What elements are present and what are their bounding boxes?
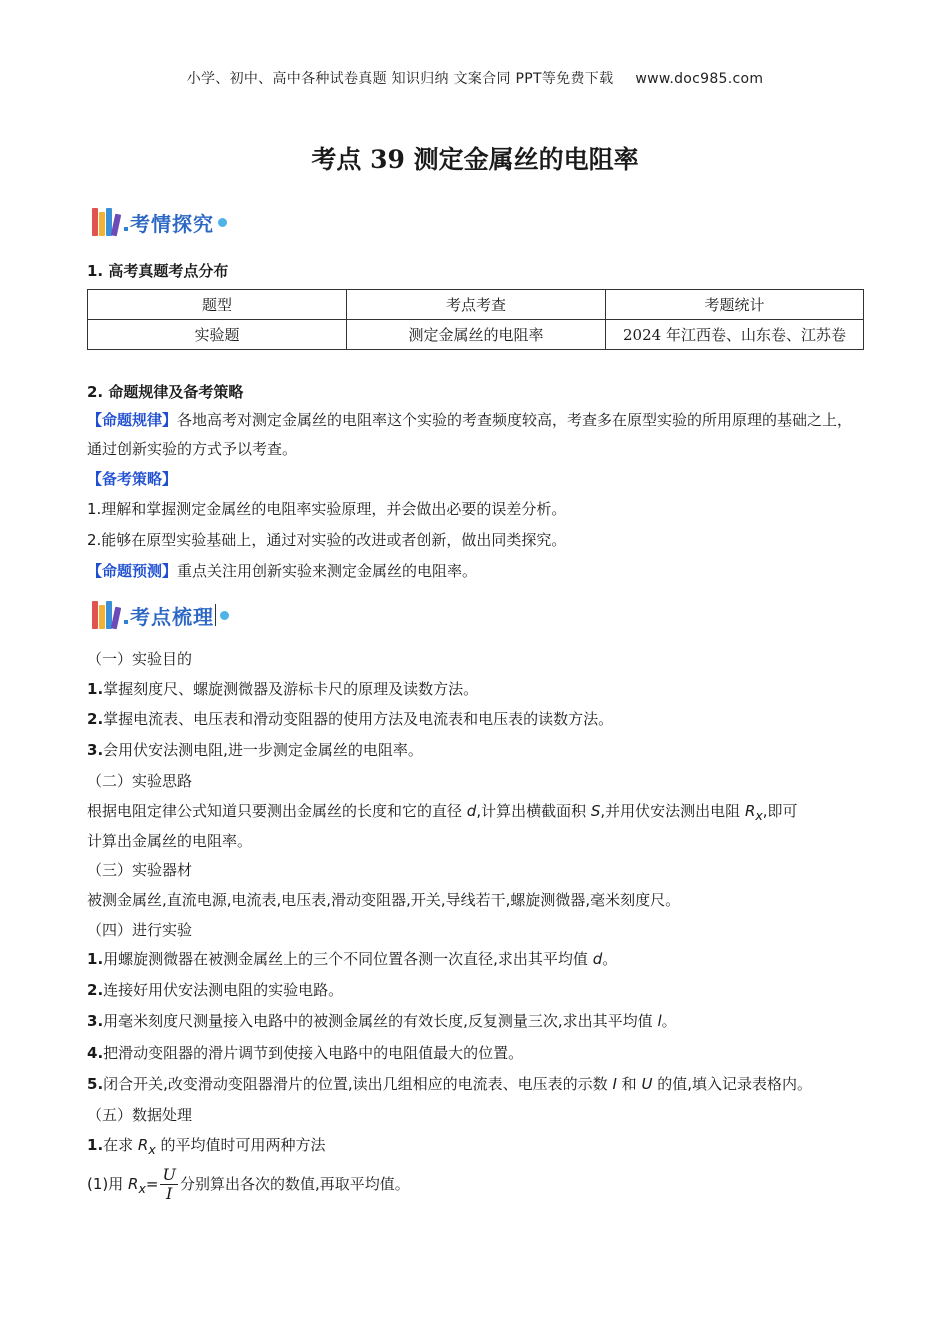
- proc-item-1: [87, 948, 617, 969]
- item-text: 会用伏安法测电阻,进一步测定金属丝的电阻率。: [103, 741, 423, 759]
- var-d: d: [466, 802, 477, 820]
- data-heading: （五）数据处理: [87, 1106, 193, 1124]
- item-dot: .: [97, 741, 104, 759]
- table-header-cell: 考题统计: [606, 290, 864, 320]
- proc-item-5: [87, 1073, 812, 1094]
- idea-text: 根据电阻定律公式知道只要测出金属丝的长度和它的直径: [87, 802, 467, 820]
- var-r: R: [744, 802, 756, 820]
- idea-text: ,计算出横截面积: [476, 802, 591, 820]
- purpose-item-1: [87, 678, 478, 699]
- dot-icon: [124, 620, 128, 624]
- item-dot: .: [97, 981, 104, 999]
- books-icon: [92, 599, 122, 631]
- fraction-denominator: I: [166, 1184, 173, 1203]
- var-x: x: [148, 1142, 156, 1157]
- item-number: 1: [87, 950, 98, 968]
- var-l: l: [657, 1012, 662, 1030]
- item-text: 掌握电流表、电压表和滑动变阻器的使用方法及电流表和电压表的读数方法。: [103, 710, 614, 728]
- var-x: x: [138, 1181, 146, 1196]
- item-text: 连接好用伏安法测电阻的实验电路。: [103, 981, 344, 999]
- rule-label: 【命题规律】: [87, 411, 178, 429]
- fraction-numerator: U: [162, 1165, 176, 1184]
- item-text: 在求: [103, 1136, 138, 1154]
- page-title: 考点 39 测定金属丝的电阻率: [311, 145, 639, 174]
- table-cell: 2024 年江西卷、山东卷、江苏卷: [606, 320, 864, 350]
- method-text: 分别算出各次的数值,再取平均值。: [179, 1175, 410, 1193]
- rule-text: 各地高考对测定金属丝的电阻率这个实验的考查频度较高，考查多在原型实验的所用原理的基础之上，通过创新实验的方式予以考查。: [87, 411, 853, 458]
- item-text: 掌握刻度尺、螺旋测微器及游标卡尺的原理及读数方法。: [103, 680, 479, 698]
- purpose-item-3: [87, 739, 423, 760]
- fraction-u-over-i: [160, 1166, 177, 1203]
- rule-paragraph: [87, 406, 867, 464]
- table-cell: 测定金属丝的电阻率: [347, 320, 606, 350]
- item-text: 把滑动变阻器的滑片调节到使接入电路中的电阻值最大的位置。: [103, 1044, 524, 1062]
- banner-key-points: [92, 598, 229, 632]
- item-dot: .: [97, 1012, 104, 1030]
- header-text: 小学、初中、高中各种试卷真题 知识归纳 文案合同 PPT等免费下载: [186, 71, 614, 87]
- strategy-label: 【备考策略】: [87, 470, 178, 488]
- item-text: 和: [616, 1075, 642, 1093]
- banner-label: 考点梳理: [130, 604, 214, 629]
- var-d: d: [592, 950, 603, 968]
- dot-icon: [124, 227, 128, 231]
- method-text: (1)用: [87, 1175, 129, 1193]
- books-icon: [92, 206, 122, 238]
- item-text: 用螺旋测微器在被测金属丝上的三个不同位置各测一次直径,求出其平均值: [103, 950, 593, 968]
- item-text: 的平均值时可用两种方法: [155, 1136, 326, 1154]
- table-cell: 实验题: [88, 320, 347, 350]
- item-text: 。: [661, 1012, 677, 1030]
- table-header-cell: 题型: [88, 290, 347, 320]
- table-header-cell: 考点考查: [347, 290, 606, 320]
- purpose-item-2: [87, 708, 613, 729]
- item-dot: .: [97, 1075, 104, 1093]
- item-number: 3: [87, 1012, 98, 1030]
- bullet-icon: [220, 611, 229, 620]
- section2-heading: 2. 命题规律及备考策略: [87, 383, 244, 401]
- proc-item-2: [87, 979, 343, 1000]
- item-number: 2: [87, 710, 98, 728]
- purpose-heading: （一）实验目的: [87, 650, 193, 668]
- item-text: 用毫米刻度尺测量接入电路中的被测金属丝的有效长度,反复测量三次,求出其平均值: [103, 1012, 658, 1030]
- var-r: R: [128, 1175, 139, 1193]
- idea-line-2: 计算出金属丝的电阻率。: [87, 832, 253, 850]
- item-text: 的值,填入记录表格内。: [652, 1075, 812, 1093]
- data-method-1: (1)用 $R_x=$ $\frac{U}{I}$ 分别算出各次的数值,再取平均值。: [87, 1165, 410, 1203]
- header-url[interactable]: www.doc985.com: [635, 71, 764, 87]
- var-i: I: [612, 1075, 617, 1093]
- item-dot: .: [97, 1136, 104, 1154]
- idea-text: ,并用伏安法测出电阻: [600, 802, 745, 820]
- item-dot: .: [97, 950, 104, 968]
- idea-text: ,即可: [762, 802, 798, 820]
- var-u: U: [641, 1075, 653, 1093]
- item-text: 闭合开关,改变滑动变阻器滑片的位置,读出几组相应的电流表、电压表的示数: [103, 1075, 613, 1093]
- var-r: R: [137, 1136, 149, 1154]
- section1-heading: 1. 高考真题考点分布: [87, 262, 229, 280]
- idea-heading: （二）实验思路: [87, 772, 193, 790]
- var-x: x: [755, 808, 763, 823]
- banner-exam-analysis: [92, 205, 227, 239]
- bullet-icon: [218, 218, 227, 227]
- item-number: 3: [87, 741, 98, 759]
- item-number: 1: [87, 1136, 98, 1154]
- page-header: [0, 68, 950, 88]
- table-header-row: [88, 290, 864, 320]
- item-number: 4: [87, 1044, 98, 1062]
- proc-item-4: [87, 1042, 523, 1063]
- item-text: 。: [602, 950, 618, 968]
- forecast-label: 【命题预测】: [87, 562, 178, 580]
- var-s: S: [590, 802, 601, 820]
- forecast-line: [87, 560, 477, 581]
- item-number: 2: [87, 981, 98, 999]
- strategy-item-1: 1.理解和掌握测定金属丝的电阻率实验原理，并会做出必要的误差分析。: [87, 500, 567, 518]
- item-dot: .: [97, 1044, 104, 1062]
- text-cursor: [215, 604, 216, 626]
- item-dot: .: [97, 710, 104, 728]
- item-number: 1: [87, 680, 98, 698]
- idea-line-1: [87, 800, 798, 823]
- proc-heading: （四）进行实验: [87, 921, 193, 939]
- exam-distribution-table: [87, 289, 864, 350]
- data-item-1: [87, 1134, 326, 1157]
- equip-text: 被测金属丝,直流电源,电流表,电压表,滑动变阻器,开关,导线若干,螺旋测微器,毫米刻度尺。: [87, 891, 681, 909]
- table-row: [88, 320, 864, 350]
- equip-heading: （三）实验器材: [87, 861, 193, 879]
- proc-item-3: [87, 1010, 677, 1031]
- item-number: 5: [87, 1075, 98, 1093]
- item-dot: .: [97, 680, 104, 698]
- forecast-text: 重点关注用创新实验来测定金属丝的电阻率。: [177, 562, 478, 580]
- strategy-item-2: 2.能够在原型实验基础上，通过对实验的改进或者创新，做出同类探究。: [87, 531, 567, 549]
- banner-label: 考情探究: [130, 211, 214, 236]
